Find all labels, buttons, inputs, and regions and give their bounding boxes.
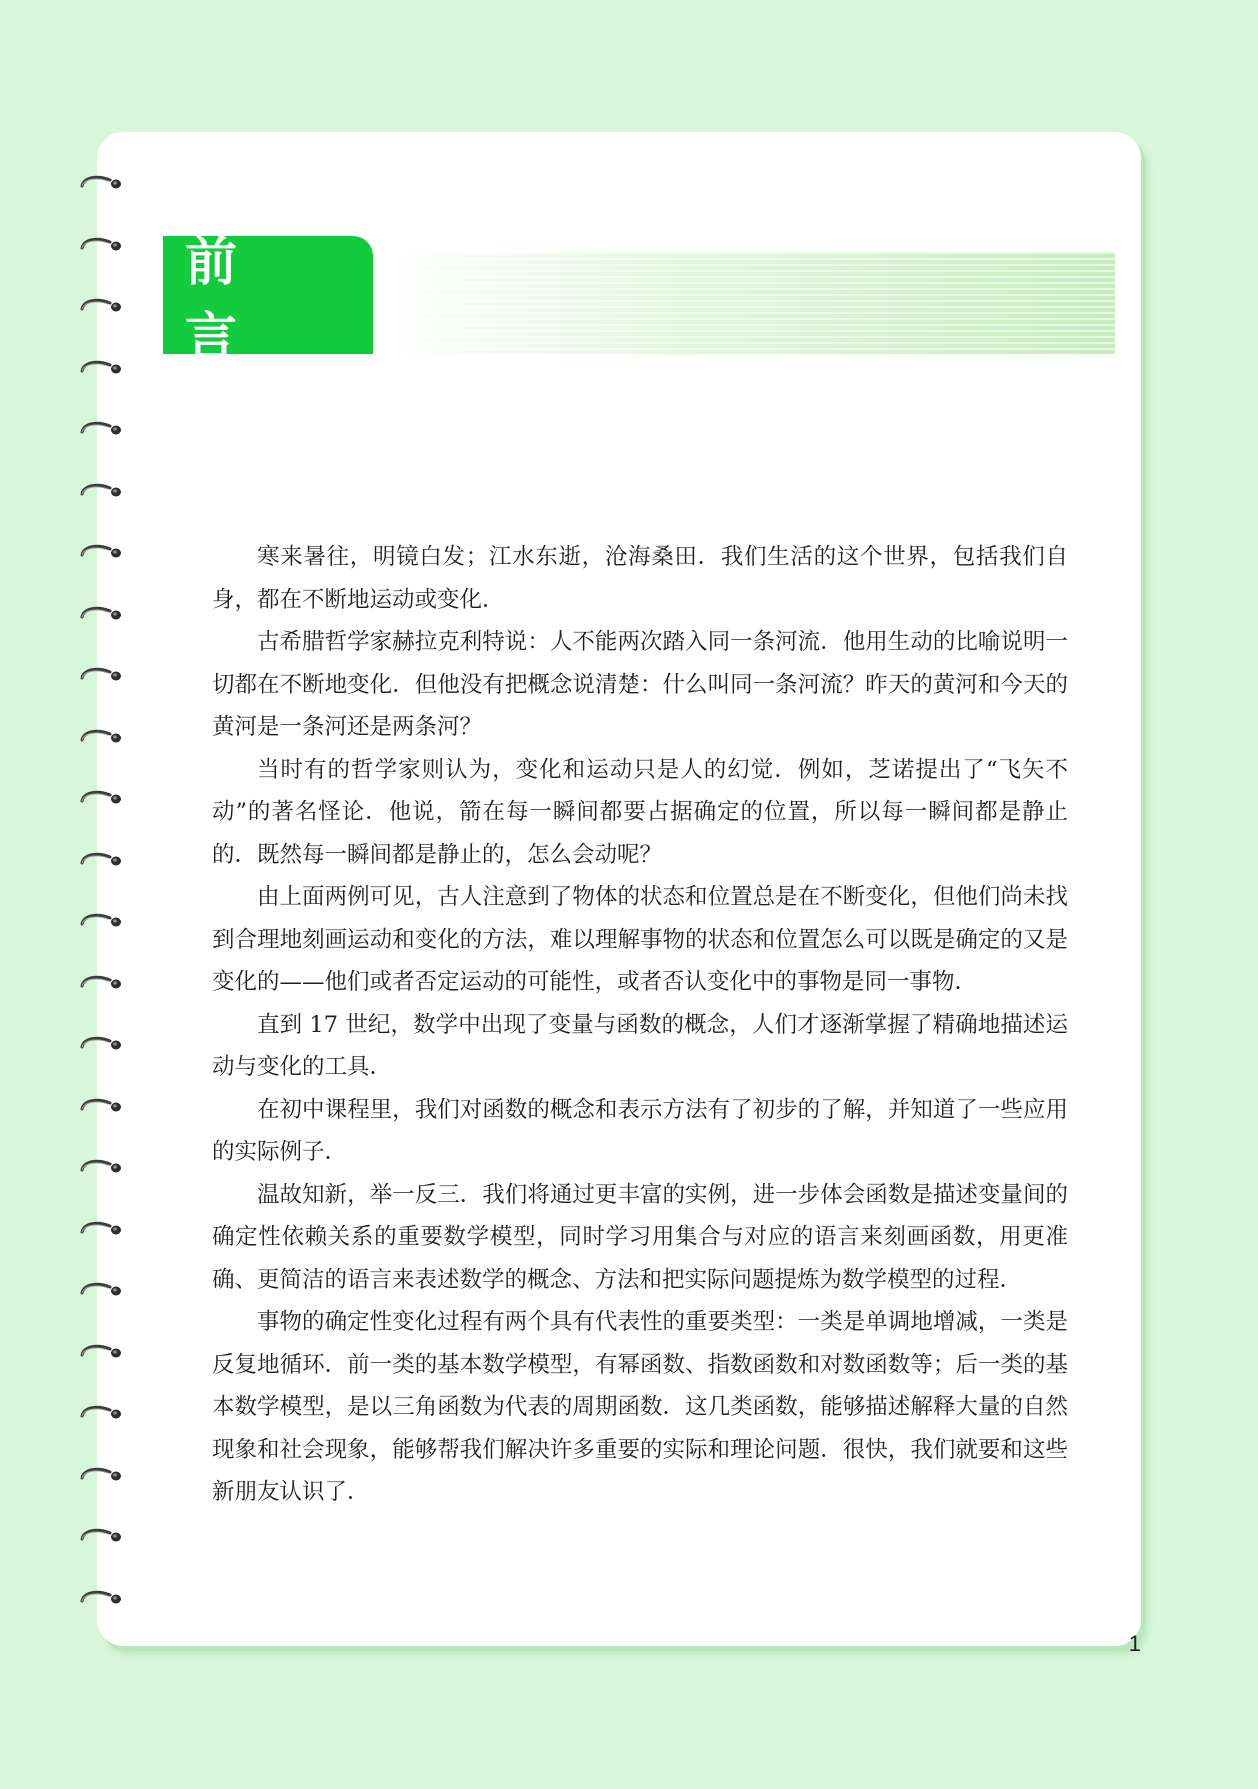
spiral-ring-icon	[78, 418, 128, 442]
spiral-ring-icon	[78, 172, 128, 196]
spiral-ring-icon	[78, 1095, 128, 1119]
spiral-ring-icon	[78, 1156, 128, 1180]
spiral-ring-icon	[78, 541, 128, 565]
spiral-ring-icon	[78, 1402, 128, 1426]
title-tab	[163, 232, 373, 368]
page-title: 前 言	[185, 232, 260, 368]
spiral-ring-icon	[78, 849, 128, 873]
spiral-ring-icon	[78, 1587, 128, 1611]
page-number: 1	[1128, 1631, 1141, 1656]
title-stripe-band	[382, 252, 1115, 354]
paragraph: 事物的确定性变化过程有两个具有代表性的重要类型：一类是单调地增减，一类是反复地循环．前一类的基本数学模型，有幂函数、指数函数和对数函数等；后一类的基本数学模型，是以三角函数为代表的周期函数．这几类函数，能够描述解释大量的自然现象和社会现象，能够帮我们解决许多重要的实际和理论问题．很快，我们就要和这些新朋友认识了．	[212, 1309, 1068, 1505]
paragraph: 寒来暑往，明镜白发；江水东逝，沧海桑田．我们生活的这个世界，包括我们自身，都在不断地运动或变化．	[212, 544, 1068, 613]
spiral-ring-icon	[78, 295, 128, 319]
spiral-ring-icon	[78, 664, 128, 688]
spiral-ring-icon	[78, 603, 128, 627]
spiral-ring-icon	[78, 1464, 128, 1488]
paragraph: 由上面两例可见，古人注意到了物体的状态和位置总是在不断变化，但他们尚未找到合理地刻画运动和变化的方法，难以理解事物的状态和位置怎么可以既是确定的又是变化的——他们或者否定运动的可能性，或者否认变化中的事物是同一事物．	[212, 884, 1068, 995]
spiral-ring-icon	[78, 1525, 128, 1549]
preface-body	[212, 536, 1068, 1514]
spiral-ring-icon	[78, 1033, 128, 1057]
paragraph: 直到 17 世纪，数学中出现了变量与函数的概念，人们才逐渐掌握了精确地描述运动与变化的工具．	[212, 1011, 1068, 1080]
spiral-ring-icon	[78, 972, 128, 996]
spiral-ring-icon	[78, 910, 128, 934]
paragraph: 古希腊哲学家赫拉克利特说：人不能两次踏入同一条河流．他用生动的比喻说明一切都在不断地变化．但他没有把概念说清楚：什么叫同一条河流？昨天的黄河和今天的黄河是一条河还是两条河？	[212, 629, 1068, 740]
spiral-ring-icon	[78, 1279, 128, 1303]
spiral-ring-icon	[78, 480, 128, 504]
spiral-ring-icon	[78, 357, 128, 381]
paragraph: 在初中课程里，我们对函数的概念和表示方法有了初步的了解，并知道了一些应用的实际例子．	[212, 1096, 1068, 1165]
spiral-ring-icon	[78, 234, 128, 258]
spiral-ring-icon	[78, 1341, 128, 1365]
paragraph: 当时有的哲学家则认为，变化和运动只是人的幻觉．例如，芝诺提出了“飞矢不动”的著名怪论．他说，箭在每一瞬间都要占据确定的位置，所以每一瞬间都是静止的．既然每一瞬间都是静止的，怎么会动呢？	[212, 756, 1068, 868]
spiral-ring-icon	[78, 726, 128, 750]
spiral-ring-icon	[78, 787, 128, 811]
spiral-ring-icon	[78, 1218, 128, 1242]
paragraph: 温故知新，举一反三．我们将通过更丰富的实例，进一步体会函数是描述变量间的确定性依赖关系的重要数学模型，同时学习用集合与对应的语言来刻画函数，用更准确、更简洁的语言来表述数学的概念、方法和把实际问题提炼为数学模型的过程．	[212, 1181, 1068, 1293]
